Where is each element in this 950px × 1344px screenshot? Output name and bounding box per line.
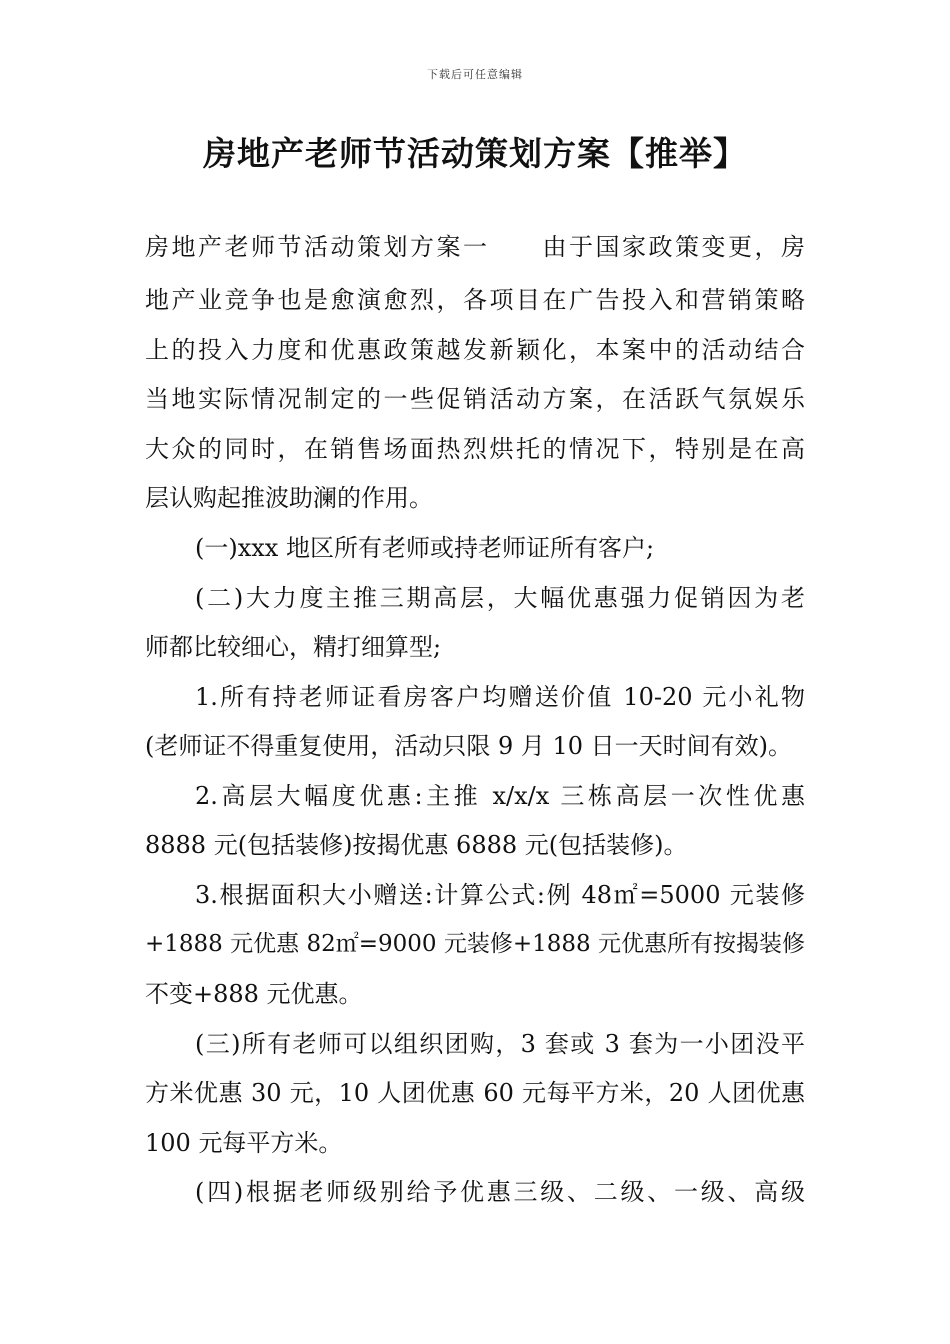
- paragraph-line: (一)xxx 地区所有老师或持老师证所有客户;: [195, 534, 655, 562]
- paragraph-line: 地产业竞争也是愈演愈烈，各项目在广告投入和营销策略: [145, 286, 805, 314]
- paragraph-line: 1.所有持老师证看房客户均赠送价值 10-20 元小礼物: [195, 683, 805, 711]
- paragraph-line: 层认购起推波助澜的作用。: [145, 484, 433, 512]
- paragraph-line: 2.高层大幅度优惠:主推 x/x/x 三栋高层一次性优惠: [195, 782, 805, 810]
- paragraph-line: 方米优惠 30 元，10 人团优惠 60 元每平方米，20 人团优惠: [145, 1079, 805, 1107]
- paragraph-line: 当地实际情况制定的一些促销活动方案，在活跃气氛娱乐: [145, 385, 805, 413]
- paragraph-line: 100 元每平方米。: [145, 1129, 343, 1157]
- paragraph-line: (三)所有老师可以组织团购，3 套或 3 套为一小团没平: [195, 1030, 805, 1058]
- document-title: 房地产老师节活动策划方案【推举】: [203, 134, 747, 173]
- page-header-note: 下载后可任意编辑: [427, 68, 523, 81]
- paragraph-line: 上的投入力度和优惠政策越发新颖化，本案中的活动结合: [145, 336, 805, 364]
- paragraph-line: (老师证不得重复使用，活动只限 9 月 10 日一天时间有效)。: [145, 732, 793, 760]
- paragraph-line: 3.根据面积大小赠送:计算公式:例 48㎡=5000 元装修: [195, 881, 805, 909]
- paragraph-line: 不变+888 元优惠。: [145, 980, 363, 1008]
- paragraph-line: 房地产老师节活动策划方案一 由于国家政策变更，房: [145, 233, 805, 261]
- paragraph-line: (二)大力度主推三期高层，大幅优惠强力促销因为老: [195, 584, 805, 612]
- paragraph-line: 大众的同时，在销售场面热烈烘托的情况下，特别是在高: [145, 435, 805, 463]
- paragraph-line: +1888 元优惠 82㎡=9000 元装修+1888 元优惠所有按揭装修: [145, 931, 805, 957]
- paragraph-line: (四)根据老师级别给予优惠三级、二级、一级、高级: [195, 1178, 805, 1206]
- paragraph-line: 师都比较细心，精打细算型;: [145, 633, 442, 661]
- paragraph-line: 8888 元(包括装修)按揭优惠 6888 元(包括装修)。: [145, 831, 688, 859]
